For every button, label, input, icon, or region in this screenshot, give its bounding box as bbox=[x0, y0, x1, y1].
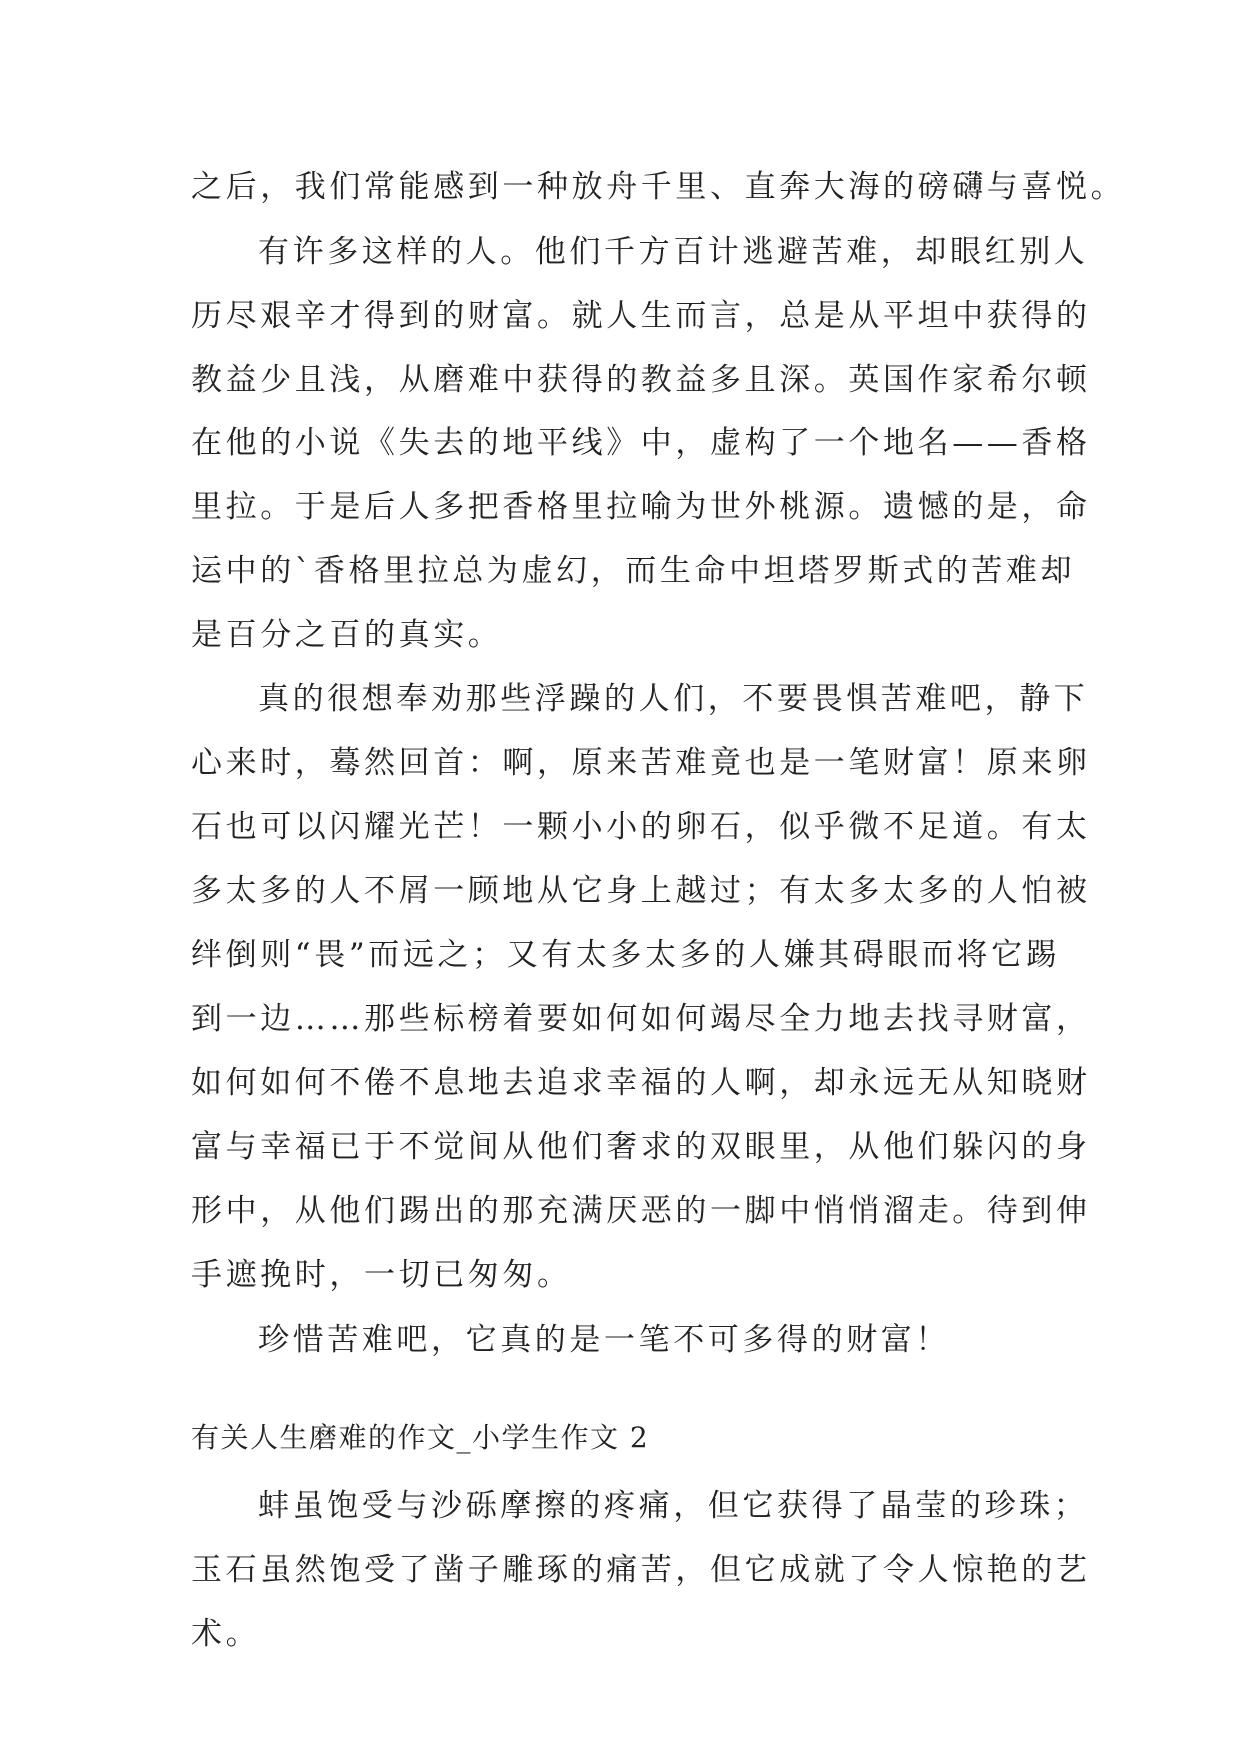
paragraph-2-line-7: 是百分之百的真实。 bbox=[191, 617, 503, 653]
paragraph-2-line-6: 运中的`香格里拉总为虚幻，而生命中坦塔罗斯式的苦难却 bbox=[191, 553, 1076, 589]
paragraph-5-line-3: 术。 bbox=[191, 1616, 261, 1652]
paragraph-3-line-9: 形中，从他们踢出的那充满厌恶的一脚中悄悄溜走。待到伸 bbox=[191, 1193, 1091, 1229]
section-heading: 有关人生磨难的作文_小学生作文 2 bbox=[191, 1421, 650, 1454]
paragraph-3-line-8: 富与幸福已于不觉间从他们奢求的双眼里，从他们躲闪的身 bbox=[191, 1129, 1091, 1165]
paragraph-3-line-3: 石也可以闪耀光芒！一颗小小的卵石，似乎微不足道。有太 bbox=[191, 809, 1091, 845]
paragraph-3-line-2: 心来时，蓦然回首：啊，原来苦难竟也是一笔财富！原来卵 bbox=[191, 745, 1091, 781]
paragraph-2-line-5: 里拉。于是后人多把香格里拉喻为世外桃源。遗憾的是，命 bbox=[191, 489, 1091, 525]
paragraph-1-line-1: 之后，我们常能感到一种放舟千里、直奔大海的磅礴与喜悦。 bbox=[191, 169, 1126, 205]
paragraph-5-line-2: 玉石虽然饱受了凿子雕琢的痛苦，但它成就了令人惊艳的艺 bbox=[191, 1552, 1091, 1588]
paragraph-2-line-2: 历尽艰辛才得到的财富。就人生而言，总是从平坦中获得的 bbox=[191, 298, 1091, 334]
paragraph-4-line-1: 珍惜苦难吧，它真的是一笔不可多得的财富！ bbox=[258, 1322, 950, 1358]
paragraph-3-line-7: 如何如何不倦不息地去追求幸福的人啊，却永远无从知晓财 bbox=[191, 1065, 1091, 1101]
paragraph-3-line-6: 到一边……那些标榜着要如何如何竭尽全力地去找寻财富， bbox=[191, 1001, 1091, 1037]
paragraph-3-line-5: 绊倒则“畏”而远之；又有太多太多的人嫌其碍眼而将它踢 bbox=[191, 937, 1061, 973]
paragraph-3-line-10: 手遮挽时，一切已匆匆。 bbox=[191, 1257, 572, 1293]
paragraph-3-line-4: 多太多的人不屑一顾地从它身上越过；有太多太多的人怕被 bbox=[191, 873, 1091, 909]
paragraph-5-line-1: 蚌虽饱受与沙砾摩擦的疼痛，但它获得了晶莹的珍珠； bbox=[258, 1488, 1089, 1524]
paragraph-2-line-4: 在他的小说《失去的地平线》中，虚构了一个地名——香格 bbox=[191, 425, 1091, 461]
paragraph-2-line-1: 有许多这样的人。他们千方百计逃避苦难，却眼红别人 bbox=[258, 234, 1089, 270]
paragraph-3-line-1: 真的很想奉劝那些浮躁的人们，不要畏惧苦难吧，静下 bbox=[258, 681, 1089, 717]
paragraph-2-line-3: 教益少且浅，从磨难中获得的教益多且深。英国作家希尔顿 bbox=[191, 362, 1091, 398]
